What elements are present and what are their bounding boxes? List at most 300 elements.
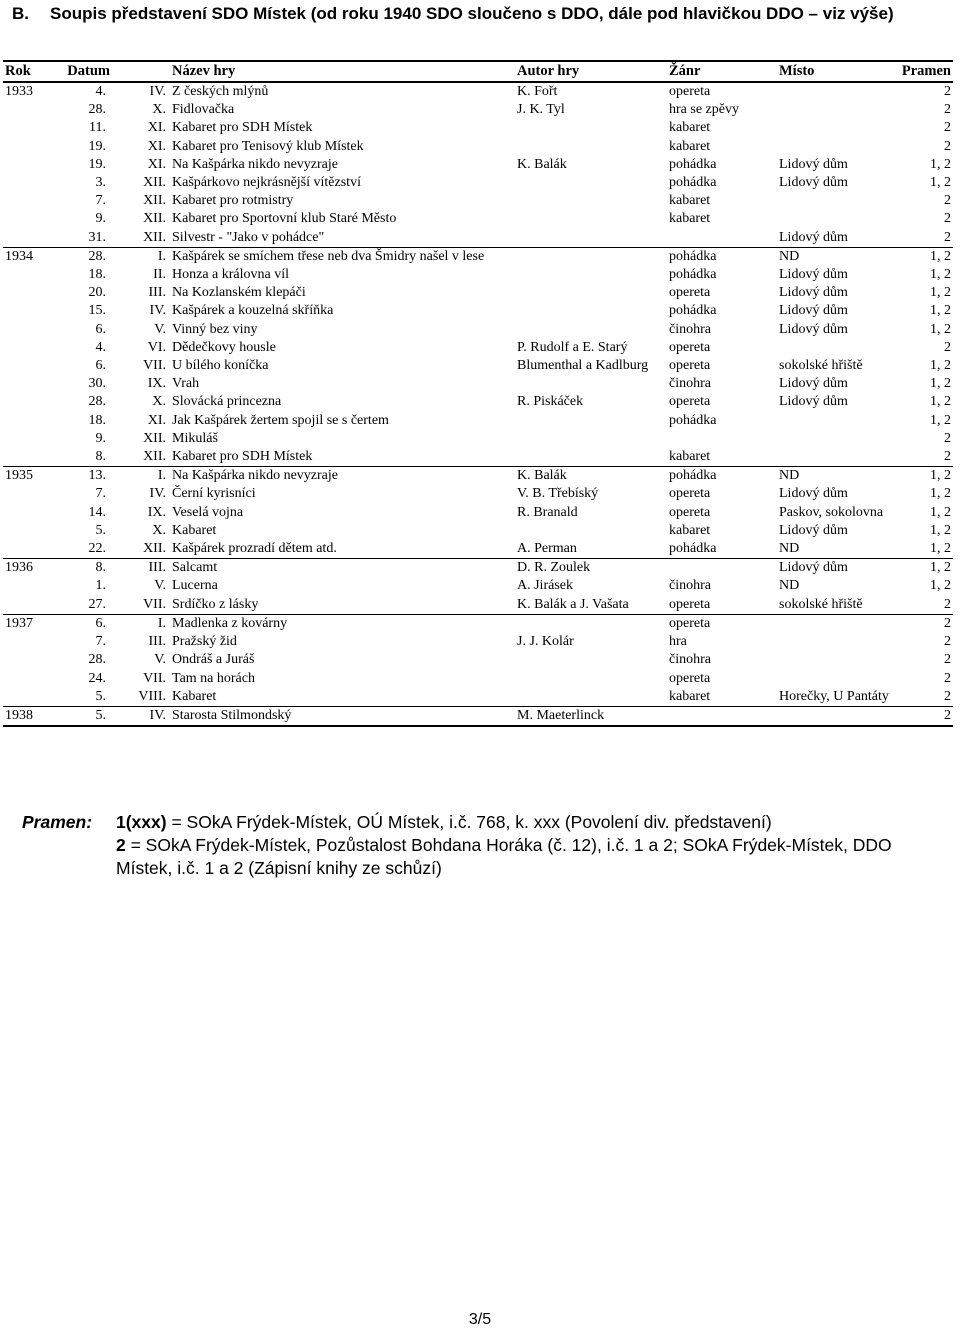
source-lines [116,811,932,880]
cell-genre [667,430,777,448]
cell-year [3,522,37,540]
table-row [3,210,953,228]
cell-year [3,633,37,651]
cell-day: 5. [37,706,112,726]
cell-genre: činohra [669,321,711,337]
cell-month: XII. [143,175,166,191]
cell-month: III. [148,634,166,650]
cell-month: VII. [143,358,166,374]
cell-play-title: Srdíčko z lásky [172,596,259,612]
cell-day: 28. [37,247,112,266]
cell-source: 1, 2 [892,247,953,266]
cell-source: 1, 2 [892,559,953,578]
cell-year [3,339,37,357]
cell-month: III. [148,285,166,301]
cell-year [3,651,37,669]
cell-author [515,651,667,669]
cell-source: 2 [944,229,951,245]
table-row [3,302,953,320]
cell-author: J. J. Kolár [517,634,574,650]
cell-source: 1, 2 [930,522,951,538]
cell-place [777,430,892,448]
cell-source: 2 [944,138,951,154]
cell-author [515,210,667,228]
cell-play-title: Honza a královna víl [172,267,290,283]
cell-source: 1, 2 [930,303,951,319]
source-key-1: 1(xxx) [116,812,167,832]
cell-genre: pohádka [669,412,717,428]
cell-play-title: Slovácká princezna [172,394,282,410]
cell-source: 2 [892,614,953,633]
source-label: Pramen: [22,812,93,832]
cell-month: III. [112,559,170,578]
cell-year: 1935 [3,467,37,486]
cell-play-title: Silvestr - "Jako v pohádce" [172,229,325,245]
cell-author: Blumenthal a Kadlburg [517,358,649,374]
cell-place [777,448,892,467]
cell-author [515,266,667,284]
cell-place [777,192,892,210]
cell-genre: kabaret [669,688,711,704]
table-row [3,174,953,192]
table-row [3,375,953,393]
cell-source: 2 [892,706,953,726]
cell-play-title: Na Kašpárka nikdo nevyzraje [170,467,515,486]
header-source: Pramen [892,61,953,82]
cell-play-title: Vrah [172,376,200,392]
cell-source: 2 [944,634,951,650]
cell-source: 1, 2 [892,467,953,486]
cell-author: K. Fořt [517,84,558,99]
table-row [3,339,953,357]
cell-place: Lidový dům [779,394,848,410]
cell-genre: kabaret [669,449,711,465]
cell-author: P. Rudolf a E. Starý [517,339,628,355]
cell-place: ND [779,541,800,557]
table-row [3,156,953,174]
cell-day: 19. [88,156,106,172]
cell-author [515,670,667,688]
table-header-row [3,61,953,82]
cell-play-title: Salcamt [170,559,515,578]
cell-day: 7. [95,634,106,650]
cell-source: 1, 2 [930,267,951,283]
cell-source: 1, 2 [930,376,951,392]
cell-month: XI. [147,156,166,172]
cell-year [3,485,37,503]
cell-day: 9. [95,430,106,446]
cell-source: 1, 2 [930,412,951,428]
cell-author: M. Maeterlinck [515,706,667,726]
header-date-month [112,61,170,82]
cell-year: 1934 [3,247,37,266]
cell-source: 2 [944,193,951,209]
cell-day: 27. [88,596,106,612]
cell-genre [667,229,777,248]
table-row [3,284,953,302]
cell-year [3,229,37,248]
cell-play-title: Na Kozlanském klepáči [172,285,306,301]
cell-source: 1, 2 [930,541,951,557]
table-row [3,670,953,688]
cell-year [3,393,37,411]
cell-genre: kabaret [669,120,711,136]
cell-source: 2 [944,120,951,136]
table-body [3,82,953,726]
table-row [3,540,953,559]
cell-play-title: Na Kašpárka nikdo nevyzraje [172,156,338,172]
cell-genre: činohra [669,376,711,392]
cell-play-title: Madlenka z kovárny [170,614,515,633]
cell-day: 1. [95,578,106,594]
cell-month: XII. [143,211,166,227]
table-row [3,101,953,119]
table-row [3,467,953,486]
cell-place [777,210,892,228]
cell-month: X. [152,102,166,118]
cell-place [777,138,892,156]
cell-source: 1, 2 [930,321,951,337]
cell-year [3,670,37,688]
cell-month: XI. [147,412,166,428]
cell-genre: opereta [669,394,711,410]
cell-source: 1, 2 [930,394,951,410]
cell-place [777,101,892,119]
cell-year [3,266,37,284]
source-key-2: 2 [116,835,126,855]
cell-place: Lidový dům [779,303,848,319]
cell-author [515,321,667,339]
cell-month: IV. [149,303,166,319]
source-text-2: = SOkA Frýdek-Místek, Pozůstalost Bohdana Horáka (č. 12), i.č. 1 a 2; SOkA Frýdek-Místek, DDO Místek, i.č. 1 a 2 (Zápisní knihy ze schůzí) [116,835,892,878]
cell-genre: pohádka [669,267,717,283]
cell-play-title: Černí kyrisníci [172,486,256,502]
table-row [3,504,953,522]
cell-place: Lidový dům [779,285,848,301]
cell-day: 18. [88,412,106,428]
cell-source: 2 [944,211,951,227]
cell-month: I. [112,247,170,266]
cell-play-title: Kašpárkovo nejkrásnější vítězství [172,175,361,191]
cell-day: 30. [88,376,106,392]
cell-year [3,101,37,119]
cell-play-title: U bílého koníčka [172,358,269,374]
cell-month: XII. [143,449,166,465]
cell-play-title: Kašpárek se smíchem třese neb dva Šmidry našel v lese [170,247,515,266]
table-row [3,614,953,633]
cell-author [515,614,667,633]
cell-source: 1, 2 [930,175,951,191]
cell-day: 15. [88,303,106,319]
cell-month: V. [154,321,166,337]
cell-place: sokolské hřiště [779,358,863,374]
cell-day: 6. [95,358,106,374]
cell-year [3,210,37,228]
cell-place: Lidový dům [779,486,848,502]
cell-source: 2 [944,430,951,446]
table-row [3,82,953,101]
header-genre: Žánr [667,61,777,82]
table-row [3,393,953,411]
cell-month: X. [152,394,166,410]
cell-day: 13. [37,467,112,486]
cell-genre: opereta [669,670,711,686]
cell-genre: pohádka [669,156,717,172]
cell-day: 19. [88,138,106,154]
cell-place [777,706,892,726]
cell-play-title: Mikuláš [172,430,218,446]
cell-month: XII. [143,193,166,209]
cell-source: 1, 2 [930,504,951,520]
cell-genre: hra se zpěvy [669,102,739,118]
table-row [3,412,953,430]
cell-place: sokolské hřiště [779,596,863,612]
cell-year: 1938 [3,706,37,726]
cell-month: VIII. [138,688,166,704]
cell-play-title: Kabaret [172,522,217,538]
cell-day: 4. [95,339,106,355]
cell-author [515,448,667,467]
cell-author: D. R. Zoulek [515,559,667,578]
cell-month: XII. [143,229,166,245]
cell-author [515,302,667,320]
cell-source: 2 [944,688,951,704]
table-row [3,247,953,266]
cell-month: XII. [143,541,166,557]
cell-author: R. Branald [517,504,578,520]
table-row [3,559,953,578]
cell-day: 14. [88,504,106,520]
source-text-1: = SOkA Frýdek-Místek, OÚ Místek, i.č. 768, k. xxx (Povolení div. představení) [166,812,772,832]
cell-day: 28. [88,652,106,668]
cell-author: V. B. Třebíský [517,486,599,502]
cell-place: Lidový dům [779,229,848,245]
cell-play-title: Fidlovačka [172,102,235,118]
source-line-1 [116,811,932,834]
header-place: Místo [777,61,892,82]
cell-year [3,357,37,375]
cell-month: X. [152,522,166,538]
cell-genre: pohádka [669,541,717,557]
cell-genre: činohra [669,652,711,668]
cell-year [3,412,37,430]
cell-month: IV. [112,706,170,726]
cell-play-title: Ondráš a Juráš [172,652,255,668]
cell-place: Paskov, sokolovna [779,504,884,520]
header-play-title: Název hry [170,61,515,82]
cell-genre: pohádka [669,175,717,191]
cell-genre: činohra [669,578,711,594]
cell-genre: opereta [669,285,711,301]
cell-year [3,430,37,448]
table-row [3,138,953,156]
table-row [3,651,953,669]
cell-author [515,119,667,137]
cell-day: 6. [37,614,112,633]
cell-genre: opereta [669,486,711,502]
cell-author [515,229,667,248]
cell-genre: opereta [667,614,777,633]
cell-place: Lidový dům [779,267,848,283]
cell-author: A. Perman [517,541,577,557]
header-author: Autor hry [515,61,667,82]
cell-genre: opereta [669,358,711,374]
table-row [3,357,953,375]
cell-play-title: Kabaret pro SDH Místek [172,120,313,136]
cell-place [777,82,892,101]
cell-year [3,119,37,137]
cell-genre: hra [669,634,687,650]
table-row [3,577,953,595]
cell-genre: kabaret [669,522,711,538]
cell-play-title: Kabaret [172,688,217,704]
cell-source: 1, 2 [930,156,951,172]
cell-place: ND [777,247,892,266]
cell-source: 2 [944,596,951,612]
cell-place [777,412,892,430]
cell-day: 28. [88,394,106,410]
cell-author: R. Piskáček [517,394,584,410]
cell-author [515,430,667,448]
cell-month: VII. [143,670,166,686]
cell-genre [667,559,777,578]
cell-year [3,688,37,707]
cell-month: IV. [149,486,166,502]
cell-month: II. [153,267,166,283]
cell-play-title: Kašpárek a kouzelná skříňka [172,303,334,319]
cell-play-title: Kašpárek prozradí dětem atd. [172,541,337,557]
cell-genre: opereta [669,504,711,520]
cell-play-title: Pražský žid [172,634,237,650]
cell-play-title: Jak Kašpárek žertem spojil se s čertem [172,412,389,428]
cell-place: ND [777,467,892,486]
source-line-2 [116,834,932,880]
cell-month: V. [154,652,166,668]
cell-day: 8. [37,559,112,578]
cell-year [3,192,37,210]
cell-month: VI. [147,339,166,355]
cell-month: I. [112,467,170,486]
table-row [3,192,953,210]
cell-genre: pohádka [667,467,777,486]
cell-day: 28. [88,102,106,118]
cell-play-title: Kabaret pro Sportovní klub Staré Město [172,211,397,227]
cell-source: 2 [944,102,951,118]
section-title: Soupis představení SDO Místek (od roku 1940 SDO sloučeno s DDO, dále pod hlavičkou DDO – viz výše) [50,4,894,23]
cell-year [3,448,37,467]
cell-author [515,688,667,707]
cell-month: XI. [147,138,166,154]
cell-genre: opereta [669,84,711,99]
cell-month: IX. [147,376,166,392]
cell-author: J. K. Tyl [517,102,565,118]
cell-source: 1, 2 [930,578,951,594]
cell-author [515,192,667,210]
cell-author [515,412,667,430]
cell-place [777,339,892,357]
performances-table [3,60,953,727]
cell-day: 7. [95,193,106,209]
cell-day: 9. [95,211,106,227]
cell-play-title: Kabaret pro SDH Místek [172,449,313,465]
cell-place: Lidový dům [779,321,848,337]
cell-month: XI. [147,120,166,136]
cell-day: 4. [95,84,106,99]
header-year: Rok [3,61,37,82]
cell-source: 2 [944,670,951,686]
cell-month: V. [154,578,166,594]
table-row [3,266,953,284]
cell-day: 8. [95,449,106,465]
cell-place: Lidový dům [779,376,848,392]
cell-place: Horečky, U Pantáty [779,688,889,704]
cell-author: K. Balák [517,156,567,172]
table-row [3,119,953,137]
cell-source: 2 [944,449,951,465]
cell-place [777,670,892,688]
cell-play-title: Starosta Stilmondský [170,706,515,726]
cell-place: Lidový dům [779,522,848,538]
performances-table-wrapper [3,60,953,727]
cell-author: K. Balák [515,467,667,486]
cell-day: 18. [88,267,106,283]
cell-month: IX. [147,504,166,520]
cell-author: A. Jirásek [517,578,573,594]
table-row [3,522,953,540]
cell-day: 31. [88,229,106,245]
table-row [3,688,953,707]
table-row [3,596,953,615]
cell-author [515,174,667,192]
cell-year [3,321,37,339]
cell-author [515,138,667,156]
cell-genre: kabaret [669,138,711,154]
cell-genre: kabaret [669,193,711,209]
cell-genre [667,706,777,726]
cell-day: 5. [95,688,106,704]
cell-day: 3. [95,175,106,191]
cell-source: 1, 2 [930,285,951,301]
cell-year [3,138,37,156]
cell-year [3,596,37,615]
cell-genre: pohádka [669,303,717,319]
cell-play-title: Vinný bez viny [172,321,258,337]
cell-genre: opereta [669,339,711,355]
cell-place: Lidový dům [779,175,848,191]
page-number: 3/5 [468,1311,492,1328]
cell-year [3,577,37,595]
cell-genre: kabaret [669,211,711,227]
cell-month: I. [112,614,170,633]
table-row [3,430,953,448]
cell-genre: opereta [669,596,711,612]
cell-day: 7. [95,486,106,502]
cell-month: XII. [143,430,166,446]
cell-year [3,375,37,393]
cell-play-title: Dědečkovy housle [172,339,276,355]
cell-year: 1936 [3,559,37,578]
cell-author [515,522,667,540]
table-row [3,229,953,248]
cell-year: 1933 [5,84,33,99]
cell-day: 24. [88,670,106,686]
cell-source: 1, 2 [930,486,951,502]
table-row [3,321,953,339]
cell-place [777,119,892,137]
cell-author [515,247,667,266]
cell-play-title: Z českých mlýnů [172,84,269,99]
cell-place [777,633,892,651]
